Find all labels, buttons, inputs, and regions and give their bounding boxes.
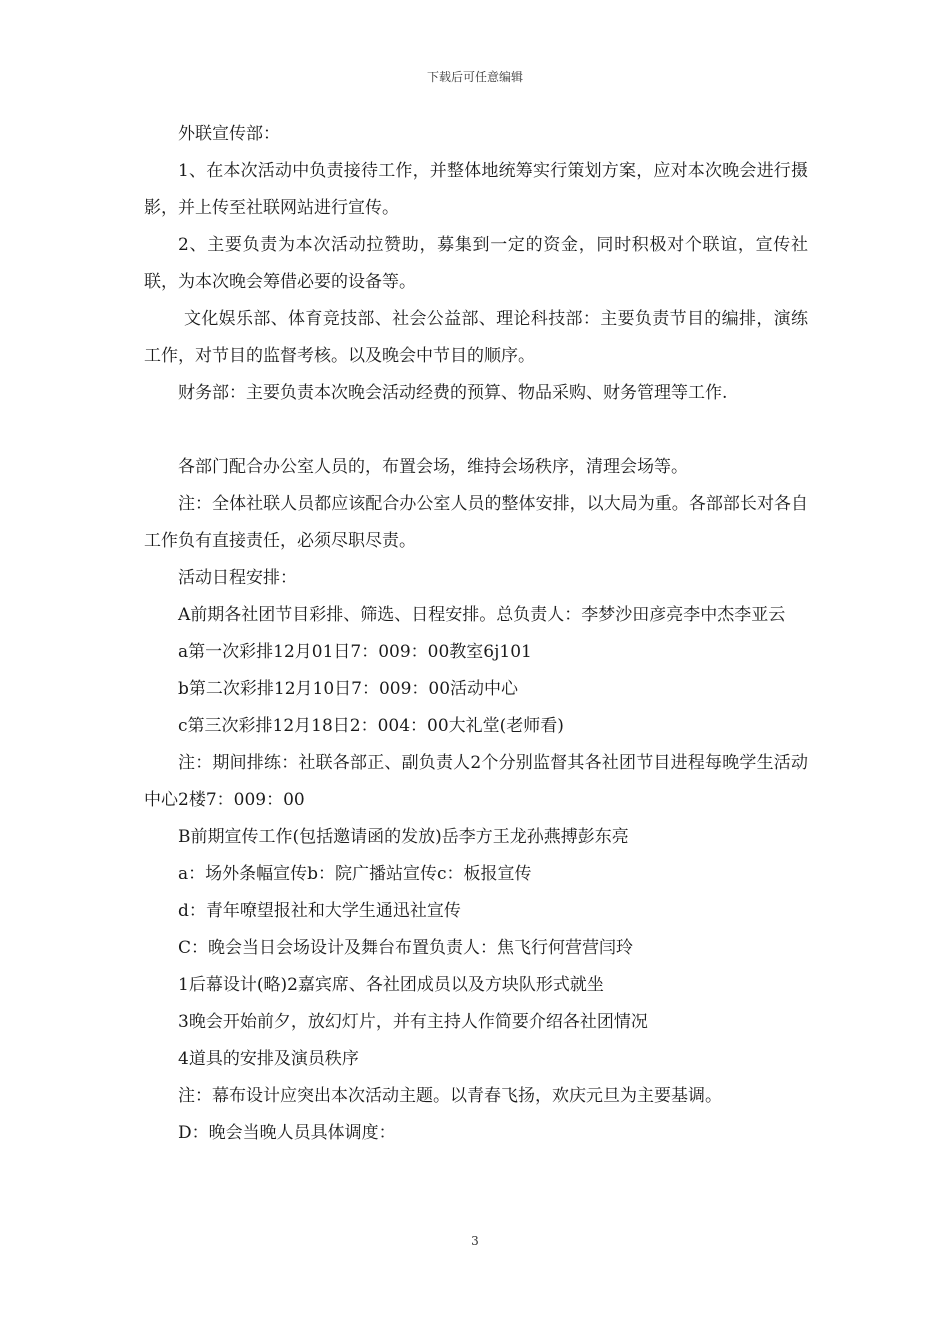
schedule-item: 1后幕设计(略)2嘉宾席、各社团成员以及方块队形式就坐: [178, 975, 604, 995]
schedule-item: D：晚会当晚人员具体调度：: [178, 1123, 396, 1143]
section-heading-publicity: 外联宣传部：: [178, 124, 280, 144]
section-heading-schedule: 活动日程安排：: [178, 568, 297, 588]
paragraph: 2、主要负责为本次活动拉赞助，募集到一定的资金，同时积极对个联谊，宣传社联，为本次晚会筹借必要的设备等。: [144, 235, 808, 292]
schedule-item: A前期各社团节目彩排、筛选、日程安排。总负责人：李梦沙田彦亮李中杰李亚云: [178, 605, 786, 625]
schedule-item: b第二次彩排12月10日7：009：00活动中心: [178, 679, 519, 699]
paragraph: 文化娱乐部、体育竞技部、社会公益部、理论科技部：主要负责节目的编排，演练工作，对节目的监督考核。以及晚会中节目的顺序。: [144, 309, 808, 366]
paragraph: 1、在本次活动中负责接待工作，并整体地统筹实行策划方案，应对本次晚会进行摄影，并上传至社联网站进行宣传。: [144, 161, 808, 218]
schedule-item: a第一次彩排12月01日7：009：00教室6j101: [178, 642, 532, 662]
note-paragraph: 注：幕布设计应突出本次活动主题。以青春飞扬，欢庆元旦为主要基调。: [178, 1086, 722, 1106]
schedule-item: d：青年嘹望报社和大学生通迅社宣传: [178, 901, 461, 921]
paragraph: 各部门配合办公室人员的，布置会场，维持会场秩序，清理会场等。: [178, 457, 688, 477]
note-paragraph: 注：全体社联人员都应该配合办公室人员的整体安排，以大局为重。各部部长对各自工作负有直接责任，必须尽职尽责。: [144, 494, 808, 551]
note-paragraph: 注：期间排练：社联各部正、副负责人2个分别监督其各社团节目进程每晚学生活动中心2楼7：009：00: [144, 753, 808, 810]
document-body: [144, 116, 808, 1152]
page-header: 下载后可任意编辑: [426, 70, 523, 84]
schedule-item: 3晚会开始前夕，放幻灯片，并有主持人作简要介绍各社团情况: [178, 1012, 648, 1032]
blank-line: [144, 412, 808, 449]
schedule-item: B前期宣传工作(包括邀请函的发放)岳李方王龙孙燕搏彭东亮: [178, 827, 629, 847]
schedule-item: c第三次彩排12月18日2：004：00大礼堂(老师看): [178, 716, 564, 736]
paragraph: 财务部：主要负责本次晚会活动经费的预算、物品采购、财务管理等工作.: [178, 383, 728, 403]
schedule-item: C：晚会当日会场设计及舞台布置负责人：焦飞行何营营闫玲: [178, 938, 634, 958]
schedule-item: 4道具的安排及演员秩序: [178, 1049, 359, 1069]
schedule-item: a：场外条幅宣传b：院广播站宣传c：板报宣传: [178, 864, 532, 884]
page-number: 3: [471, 1234, 479, 1248]
